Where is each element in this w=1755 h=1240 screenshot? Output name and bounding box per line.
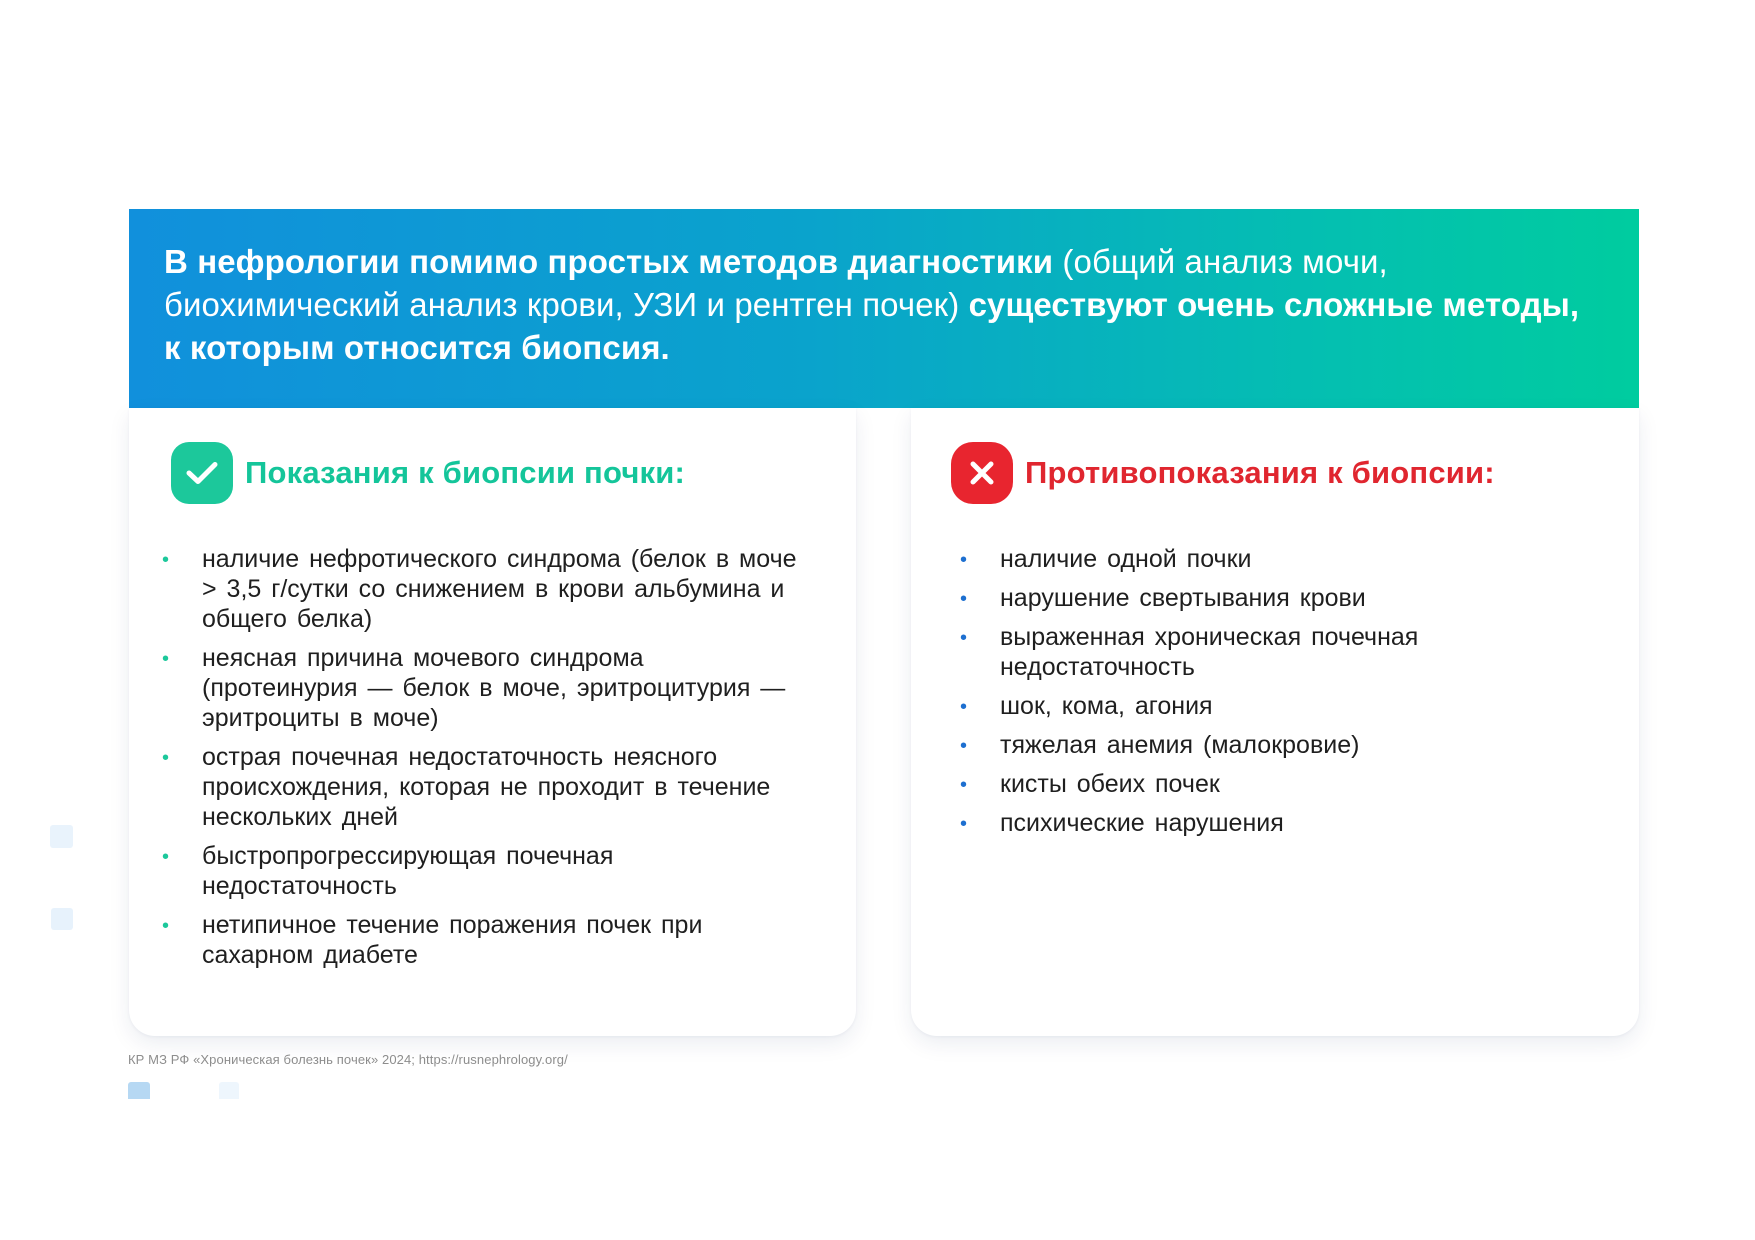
intro-text-bold-end: существуют очень сложные методы, к которым относится биопсия.	[164, 286, 1580, 366]
list-item	[960, 769, 1560, 799]
bullet-icon: •	[960, 813, 968, 835]
check-icon	[171, 442, 233, 504]
bullet-icon: •	[162, 915, 170, 937]
list-item	[162, 910, 802, 970]
contraindications-header	[951, 442, 1495, 504]
bullet-icon: •	[960, 588, 968, 610]
list-item-text: кисты обеих почек	[1000, 770, 1220, 798]
intro-banner	[129, 209, 1639, 408]
list-item	[162, 841, 802, 901]
list-item	[960, 622, 1560, 682]
indications-title: Показания к биопсии почки:	[245, 455, 686, 490]
cross-icon	[951, 442, 1013, 504]
list-item	[960, 583, 1560, 613]
list-item-text: нарушение свертывания крови	[1000, 584, 1366, 612]
list-item-text: нетипичное течение поражения почек при сахарном диабете	[202, 911, 703, 969]
list-item	[960, 691, 1560, 721]
bullet-icon: •	[162, 846, 170, 868]
list-item	[960, 544, 1560, 574]
list-item	[162, 643, 802, 733]
contraindications-list	[960, 544, 1560, 847]
bullet-icon: •	[960, 774, 968, 796]
intro-text-regular: (общий анализ мочи, биохимический анализ крови, УЗИ и рентген почек)	[164, 243, 1388, 323]
list-item-text: шок, кома, агония	[1000, 692, 1213, 720]
decorative-square	[51, 908, 73, 930]
bullet-icon: •	[960, 735, 968, 757]
list-item-text: неясная причина мочевого синдрома (протеинурия — белок в моче, эритроцитурия — эритроциты в моче)	[202, 644, 786, 732]
bullet-icon: •	[960, 696, 968, 718]
list-item	[960, 808, 1560, 838]
contraindications-card	[911, 408, 1639, 1036]
decorative-square	[50, 825, 73, 848]
bullet-icon: •	[162, 747, 170, 769]
bullet-icon: •	[960, 627, 968, 649]
list-item-text: острая почечная недостаточность неясного происхождения, которая не проходит в течение нескольких дней	[202, 743, 771, 831]
indications-list	[162, 544, 802, 979]
decorative-square	[128, 1082, 150, 1099]
bullet-icon: •	[960, 549, 968, 571]
list-item-text: психические нарушения	[1000, 809, 1284, 837]
list-item-text: тяжелая анемия (малокровие)	[1000, 731, 1360, 759]
list-item-text: выраженная хроническая почечная недостаточность	[1000, 623, 1419, 681]
decorative-square	[219, 1082, 239, 1099]
bullet-icon: •	[162, 648, 170, 670]
list-item	[162, 544, 802, 634]
list-item	[960, 730, 1560, 760]
indications-header	[171, 442, 685, 504]
list-item-text: наличие нефротического синдрома (белок в моче > 3,5 г/сутки со снижением в крови альбумина и общего белка)	[202, 545, 797, 633]
indications-card	[129, 408, 856, 1036]
intro-text-bold-start: В нефрологии помимо простых методов диагностики	[164, 243, 1054, 280]
bullet-icon: •	[162, 549, 170, 571]
list-item	[162, 742, 802, 832]
list-item-text: быстропрогрессирующая почечная недостаточность	[202, 842, 614, 900]
list-item-text: наличие одной почки	[1000, 545, 1252, 573]
contraindications-title: Противопоказания к биопсии:	[1025, 455, 1495, 490]
intro-text	[164, 240, 1603, 369]
source-citation: КР МЗ РФ «Хроническая болезнь почек» 2024; https://rusnephrology.org/	[128, 1052, 568, 1067]
